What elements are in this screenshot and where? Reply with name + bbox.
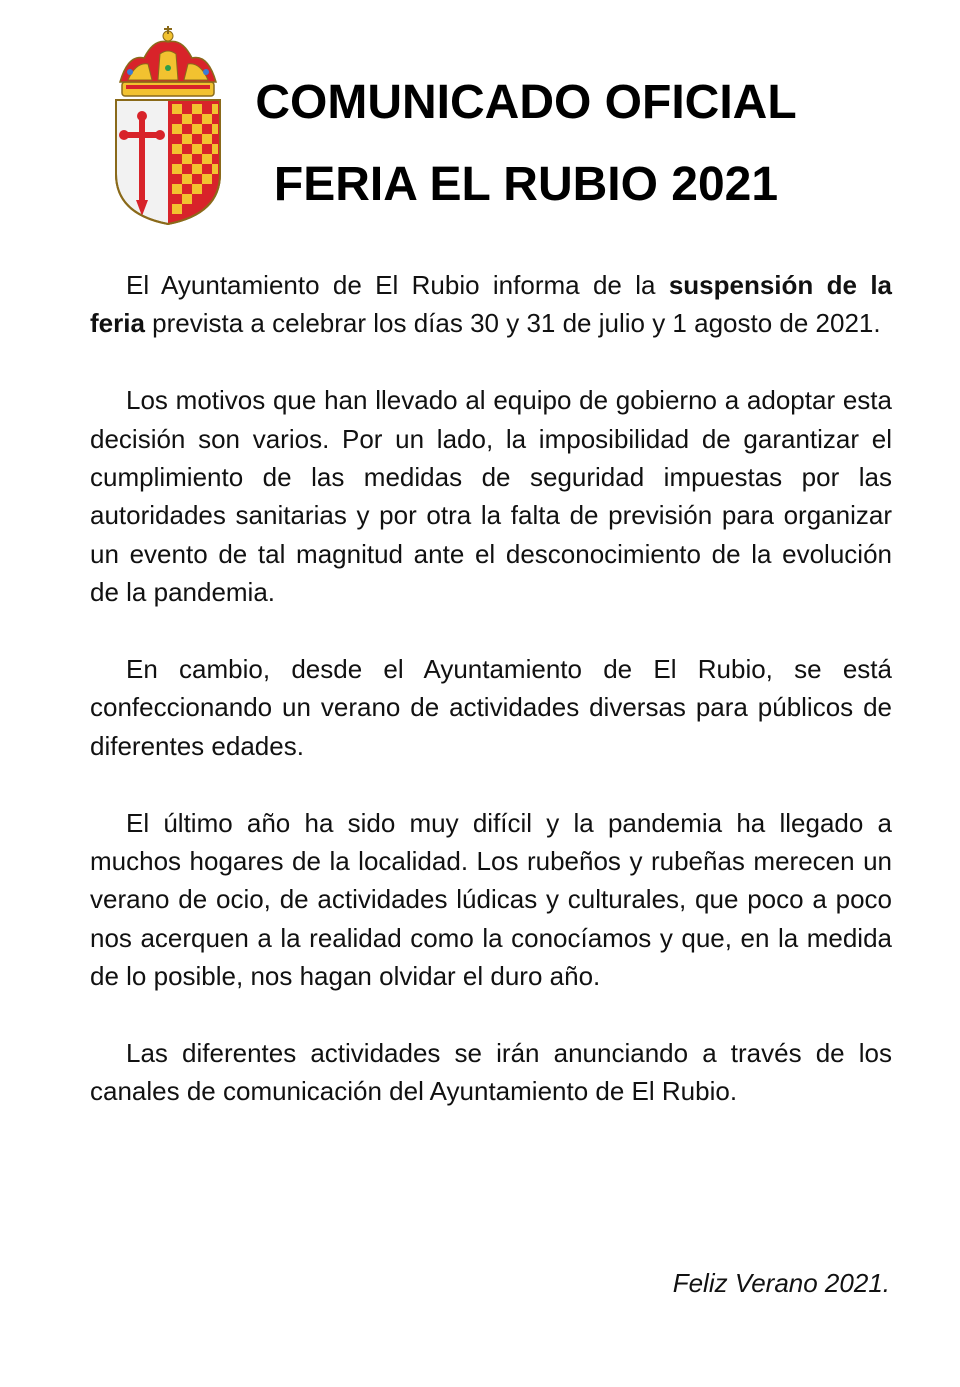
document-header [236, 62, 816, 226]
coat-of-arms-icon [108, 24, 228, 228]
closing-signoff: Feliz Verano 2021. [672, 1268, 890, 1298]
crown-icon [120, 26, 216, 96]
shield-icon [116, 100, 220, 224]
paragraph-1-end: prevista a celebrar los días 30 y 31 de julio y 1 agosto de 2021. [144, 308, 881, 339]
paragraph-5: Las diferentes actividades se irán anunciando a través de los canales de comunicación del Ayuntamiento de El Rubio. [90, 1038, 892, 1107]
title-line-2: FERIA EL RUBIO 2021 [273, 158, 779, 211]
paragraph-3: En cambio, desde el Ayuntamiento de El Rubio, se está confeccionando un verano de actividades diversas para públicos de diferentes edades. [90, 654, 892, 761]
paragraph-4: El último año ha sido muy difícil y la pandemia ha llegado a muchos hogares de la localidad. Los rubeños y rubeñas merecen un verano de ocio, de actividades lúdicas y culturales, que poco a poco nos acerquen a la realidad como la conocíamos y que, en la medida de lo posible, nos hagan olvidar el duro año. [90, 807, 892, 992]
paragraph-2: Los motivos que han llevado al equipo de gobierno a adoptar esta decisión son varios. Por un lado, la imposibilidad de garantizar el cumplimiento de las medidas de seguridad impuestas por las autoridades sanitarias y por otra la falta de previsión para organizar un evento de tal magnitud ante el desconocimiento de la evolución de la pandemia. [90, 385, 892, 608]
paragraph-1-bold: suspensión de la feria [90, 270, 893, 339]
title-line-1: COMUNICADO OFICIAL [255, 76, 797, 129]
paragraph-1-start: El Ayuntamiento de El Rubio informa de la [126, 270, 669, 300]
document-body [90, 266, 892, 1149]
paragraph-1 [90, 266, 892, 343]
